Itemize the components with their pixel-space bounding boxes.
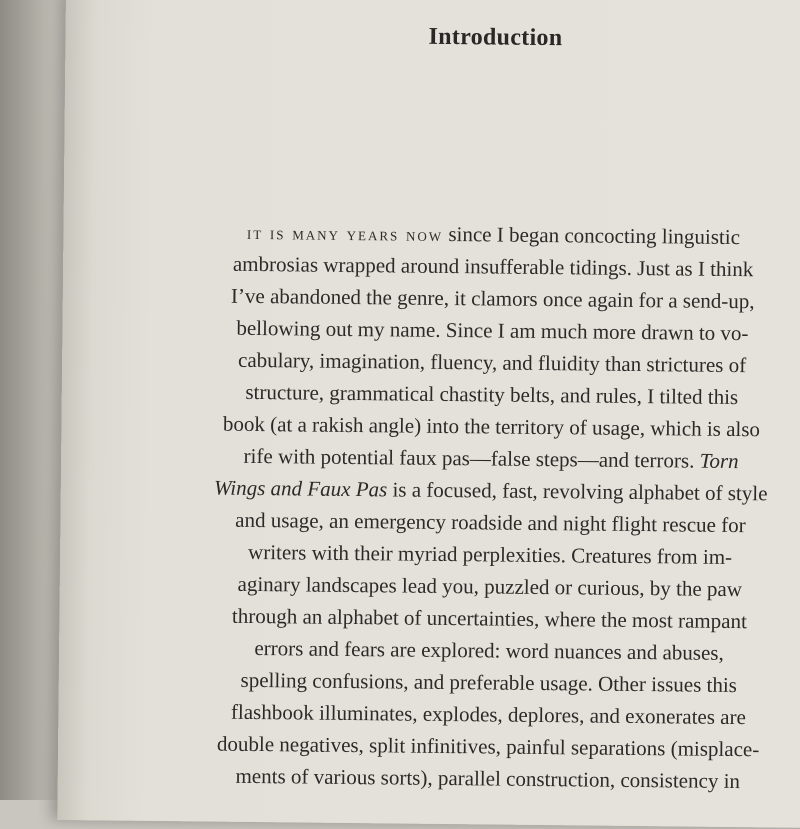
text-line-1: it is many years now since I began concocting linguistic xyxy=(246,221,741,250)
text-line-16: flashbook illuminates, explodes, deplores, and exonerates are xyxy=(230,699,747,730)
book-title-italic: Torn xyxy=(699,448,739,474)
text-line-14: errors and fears are explored: word nuances and abuses, xyxy=(254,636,724,665)
show-through-text xyxy=(663,56,800,238)
text-line-10: and usage, an emergency roadside and night flight rescue for xyxy=(235,507,746,538)
text-line-17: double negatives, split infinitives, painful separations (misplace- xyxy=(216,731,760,762)
book-page xyxy=(57,0,800,828)
text-line-2: ambrosias wrapped around insufferable tidings. Just as I think xyxy=(232,251,754,282)
text-line-3: I’ve abandoned the genre, it clamors once again for a send-up, xyxy=(230,283,755,314)
opening-small-caps: it is many years now xyxy=(246,222,444,246)
text-line-8: rife with potential faux pas—false steps—and terrors. Torn xyxy=(243,443,739,474)
chapter-heading: Introduction xyxy=(428,23,563,52)
text-line-12: aginary landscapes lead you, puzzled or curious, by the paw xyxy=(237,571,743,602)
book-title-italic: Wings and Faux Pas xyxy=(213,475,388,502)
text-line-5: cabulary, imagination, fluency, and fluidity than strictures of xyxy=(237,347,747,378)
text-line-4: bellowing out my name. Since I am much more drawn to vo- xyxy=(236,315,749,346)
text-line-6: structure, grammatical chastity belts, and rules, I tilted this xyxy=(245,379,739,410)
text-line-11: writers with their myriad perplexities. Creatures from im- xyxy=(247,539,733,570)
text-line-13: through an alphabet of uncertainties, where the most rampant xyxy=(231,603,748,634)
text-line-18: ments of various sorts), parallel construction, consistency in xyxy=(235,763,741,794)
text-line-9: Wings and Faux Pas is a focused, fast, revolving alphabet of style xyxy=(213,475,768,506)
text-line-15: spelling confusions, and preferable usage. Other issues this xyxy=(240,667,738,698)
text-line-7: book (at a rakish angle) into the territory of usage, which is also xyxy=(222,411,761,442)
